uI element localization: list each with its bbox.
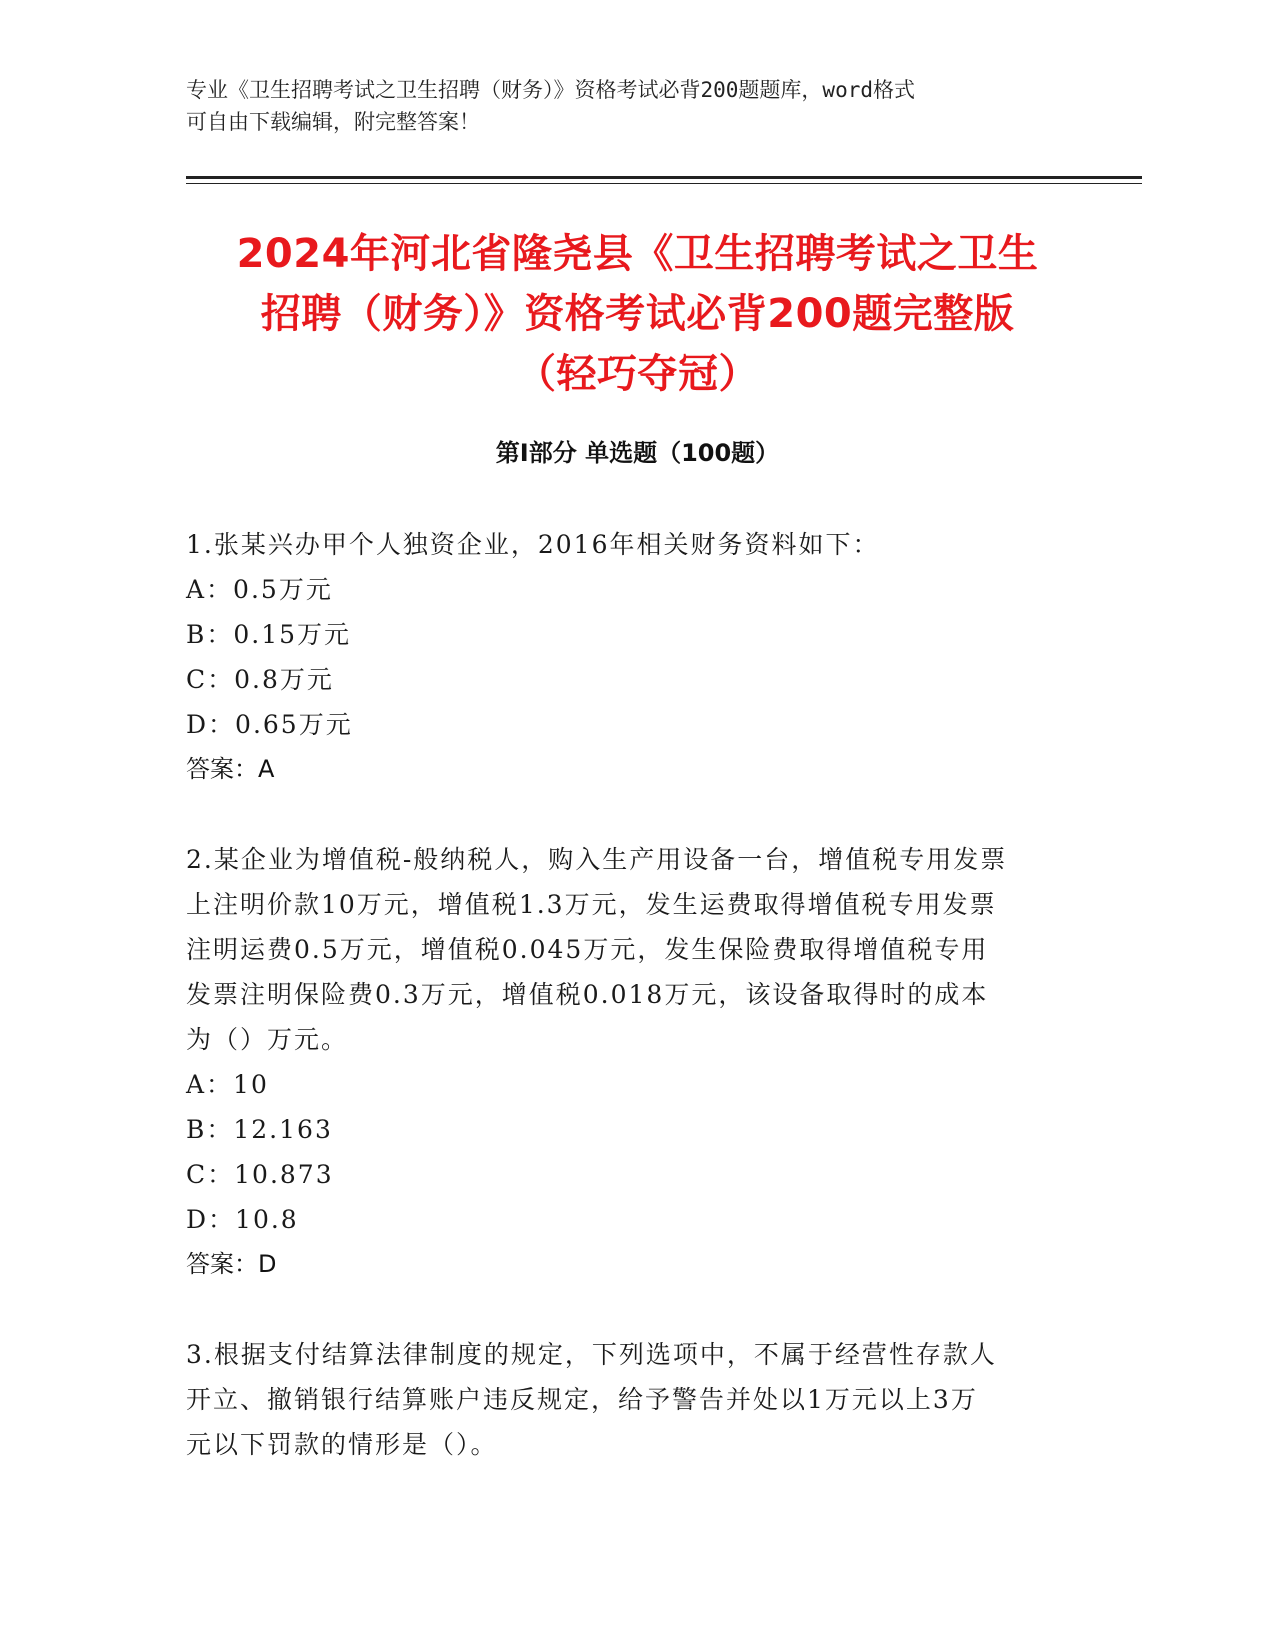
question-stem-line: 为（）万元。 [186, 1025, 349, 1054]
option-d: D：10.8 [186, 1205, 299, 1234]
header-divider-thick [186, 176, 1142, 179]
question-3 [186, 1332, 1066, 1467]
title-line: 招聘（财务）》资格考试必背200题完整版 [260, 291, 1015, 337]
question-stem-line: 开立、撤销银行结算账户违反规定，给予警告并处以1万元以上3万 [186, 1385, 978, 1414]
question-2 [186, 837, 1066, 1287]
question-stem-line: 注明运费0.5万元，增值税0.045万元，发生保险费取得增值税专用 [186, 935, 989, 964]
header-note-line: 可自由下载编辑，附完整答案！ [186, 110, 480, 134]
option-b: B：0.15万元 [186, 620, 352, 649]
answer: 答案：D [186, 1250, 277, 1278]
option-c: C：0.8万元 [186, 665, 334, 694]
question-stem-line: 2.某企业为增值税-般纳税人，购入生产用设备一台，增值税专用发票 [186, 845, 1008, 874]
option-b: B：12.163 [186, 1115, 333, 1144]
option-d: D：0.65万元 [186, 710, 353, 739]
answer: 答案：A [186, 755, 275, 783]
option-a: A：0.5万元 [186, 575, 333, 604]
section-heading: 第Ⅰ部分 单选题（100题） [495, 439, 780, 467]
question-stem: 1.张某兴办甲个人独资企业，2016年相关财务资料如下： [186, 530, 880, 559]
header-divider-thin [186, 183, 1142, 184]
option-a: A：10 [186, 1070, 269, 1099]
question-stem-line: 发票注明保险费0.3万元，增值税0.018万元，该设备取得时的成本 [186, 980, 989, 1009]
option-c: C：10.873 [186, 1160, 334, 1189]
question-stem-line: 元以下罚款的情形是（）。 [186, 1430, 498, 1459]
question-stem-line: 上注明价款10万元，增值税1.3万元，发生运费取得增值税专用发票 [186, 890, 997, 919]
header-note-line: 专业《卫生招聘考试之卫生招聘（财务）》资格考试必背200题题库，word格式 [186, 78, 915, 102]
question-stem-line: 3.根据支付结算法律制度的规定，下列选项中，不属于经营性存款人 [186, 1340, 997, 1369]
title-line: （轻巧夺冠） [516, 351, 759, 397]
header-note [186, 74, 1066, 138]
question-1 [186, 522, 1066, 792]
question-list [186, 522, 1066, 1512]
title-line: 2024年河北省隆尧县《卫生招聘考试之卫生 [236, 231, 1039, 277]
document-title [170, 224, 1105, 404]
